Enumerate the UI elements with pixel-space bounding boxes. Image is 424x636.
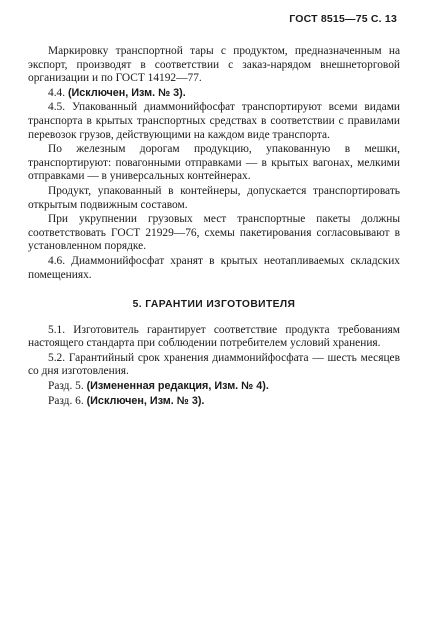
paragraph-4-6: 4.6. Диаммонийфосфат хранят в крытых неотапливаемых складских помещениях. (28, 254, 400, 281)
page-header: ГОСТ 8515—75 С. 13 (289, 13, 397, 25)
amendment-note: (Измененная редакция, Изм. № 4). (86, 380, 269, 393)
paragraph-razd-5 (28, 380, 400, 394)
paragraph-railway: По железным дорогам продукцию, упакованную в мешки, транспортируют: повагонными отправками — в крытых вагонах, мелкими отправками — в универсальных контейнерах. (28, 143, 400, 183)
paragraph-4-5: 4.5. Упакованный диаммонийфосфат транспортируют всеми видами транспорта в крытых транспортных средствах в соответствии с правилами перевозок грузов, действующими на каждом виде транспорта. (28, 101, 400, 141)
paragraph-razd-6 (28, 395, 400, 409)
paragraph-4-4 (28, 87, 400, 101)
paragraph-5-1: 5.1. Изготовитель гарантирует соответствие продукта требованиям настоящего стандарта при соблюдении потребителем условий хранения. (28, 323, 400, 350)
paragraph-marking: Маркировку транспортной тары с продуктом, предназначенным на экспорт, производят в соответствии с заказ-нарядом внешнеторговой организации и по ГОСТ 14192—77. (28, 45, 400, 85)
section-heading: 5. ГАРАНТИИ ИЗГОТОВИТЕЛЯ (132, 299, 296, 311)
section-ref: Разд. 5. (48, 380, 87, 393)
clause-number: 4.4. (48, 86, 68, 99)
amendment-note: (Исключен, Изм. № 3). (67, 86, 186, 99)
paragraph-containers: Продукт, упакованный в контейнеры, допускается транспортировать открытым подвижным составом. (28, 184, 400, 211)
section-ref: Разд. 6. (48, 394, 87, 407)
paragraph-packets: При укрупнении грузовых мест транспортные пакеты должны соответствовать ГОСТ 21929—76, схемы пакетирования согласовывают в установленном порядке. (28, 213, 400, 253)
document-body (28, 45, 400, 408)
paragraph-5-2: 5.2. Гарантийный срок хранения диаммонийфосфата — шесть месяцев со дня изготовления. (28, 351, 400, 378)
amendment-note: (Исключен, Изм. № 3). (86, 394, 205, 407)
